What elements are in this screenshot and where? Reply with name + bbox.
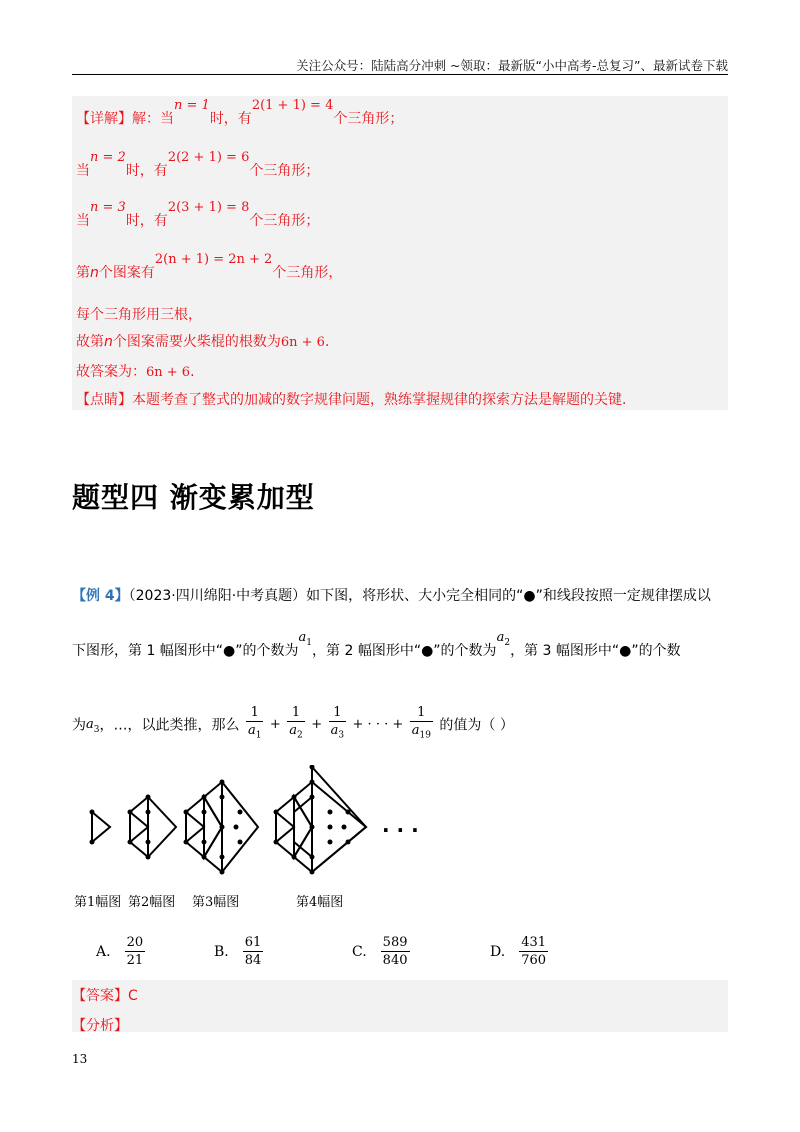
figure-label-4: 第4幅图 — [296, 895, 344, 910]
figure-label-2: 第2幅图 — [128, 895, 176, 910]
figure-ellipsis: · · · — [382, 818, 419, 842]
option-a[interactable]: A. $\frac{20}{21}$ — [96, 935, 144, 968]
solution-line-5: 每个三角形用三根， — [76, 307, 202, 323]
figure-label-3: 第3幅图 — [192, 895, 240, 910]
option-b[interactable]: B. $\frac{61}{84}$ — [214, 935, 262, 968]
sum-term-last: $\frac{1}{a_{19}}$ — [411, 705, 431, 741]
figure-1 — [92, 812, 110, 842]
solution-line-3: 当n = 3时，有2(3 + 1) = 8个三角形； — [76, 200, 320, 229]
solution-line-2: 当n = 2时，有2(2 + 1) = 6个三角形； — [76, 150, 320, 179]
figure-label-1: 第1幅图 — [74, 895, 122, 910]
sum-term-2: $\frac{1}{a_2}$ — [289, 705, 303, 741]
solution-line-7: 故答案为：6n + 6. — [76, 364, 195, 380]
solution-line-1: 【详解】解：当n = 1时，有2(1 + 1) = 4个三角形； — [76, 98, 404, 127]
example-line-2: 下图形，第 1 幅图形中“●”的个数为a1，第 2 幅图形中“●”的个数为a2，第 3 幅图形中“●”的个数 — [72, 630, 681, 659]
figure-2 — [130, 797, 176, 857]
example-line-1: 【例 4】（2023·四川绵阳·中考真题）如下图，将形状、大小完全相同的“●”和线段按照一定规律摆成以 — [72, 588, 711, 604]
sum-term-3: $\frac{1}{a_3}$ — [330, 705, 345, 741]
solution-line-6: 故第n个图案需要火柴棍的根数为6n + 6. — [76, 334, 330, 350]
pattern-figures — [80, 765, 420, 875]
page-header: 关注公众号：陆陆高分冲刺 ~领取：最新版“小中高考-总复习”、最新试卷下载 — [296, 58, 728, 73]
solution-line-8: 【点睛】本题考查了整式的加减的数字规律问题，熟练掌握规律的探索方法是解题的关键. — [76, 392, 627, 408]
sum-term-1: $\frac{1}{a_1}$ — [247, 705, 262, 741]
analysis-line: 【分析】 — [72, 1018, 128, 1034]
answer-block — [72, 980, 728, 1032]
section-title: 题型四 渐变累加型 — [72, 481, 315, 514]
option-d[interactable]: D. $\frac{431}{760}$ — [490, 935, 547, 968]
page-number: 13 — [72, 1052, 88, 1066]
solution-line-4: 第n个图案有2(n + 1) = 2n + 2个三角形， — [76, 252, 343, 281]
example-tag: 【例 4】 — [72, 588, 129, 604]
figure-4 — [276, 767, 366, 872]
answer-line: 【答案】C — [72, 988, 138, 1004]
header-rule — [72, 74, 728, 75]
example-line-3: 为$a_3$，…，以此类推，那么 $\frac{1}{a_1}$ + $\frac{1}{a_2}$ + $\frac{1}{a_3}$ + · · · + $\frac{1}{a_{19}}$ 的值为（ ） — [72, 704, 514, 745]
option-c[interactable]: C. $\frac{589}{840}$ — [352, 935, 408, 968]
